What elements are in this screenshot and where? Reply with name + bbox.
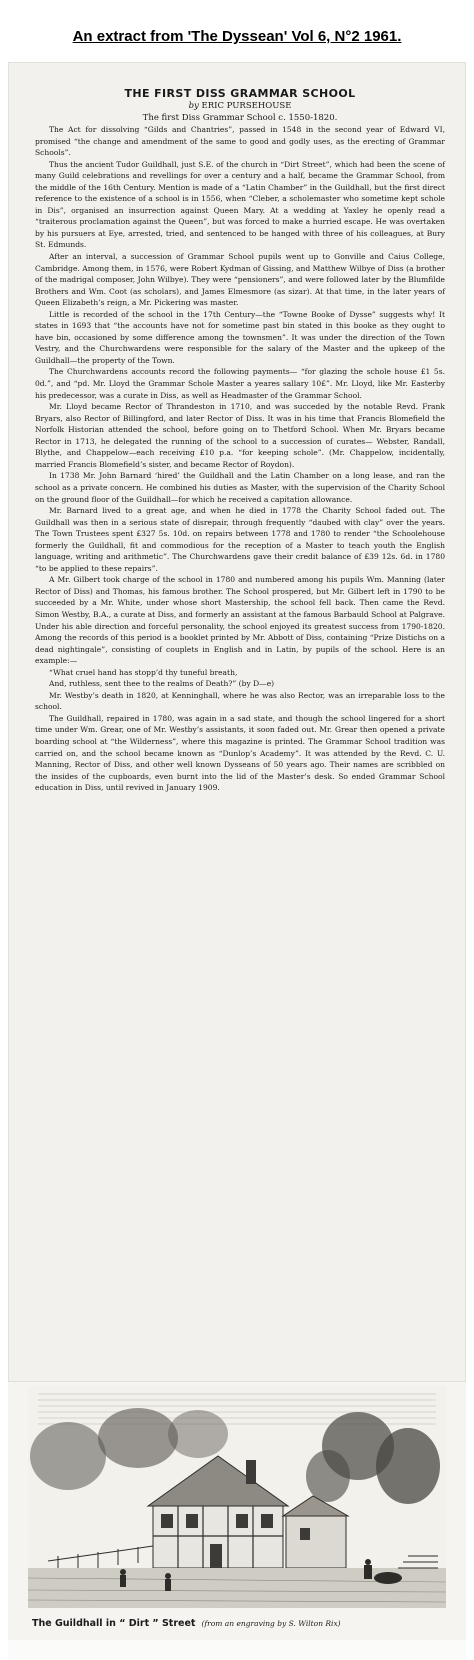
guildhall-engraving bbox=[28, 1386, 446, 1608]
page-bottom bbox=[8, 1640, 466, 1660]
paragraph: The Act for dissolving “Gilds and Chantries”, passed in 1548 in the second year of Edward VI, promised “the change and amendment of the same to good and godly uses, as the erecting of Grammar Schools”. bbox=[35, 125, 445, 158]
paragraph: The Guildhall, repaired in 1780, was again in a sad state, and though the school lingered for a short time under Wm. Grear, one of Mr. Westby’s assistants, it soon faded out. Mr. Grear then opened a private boarding school at “the Wilderness”, where this magazine is printed. The Grammar School tradition was carried on, and the school became known as “Dunlop’s Academy”. It was attended by the Revd. C. U. Manning, Rector of Diss, and other well known Dysseans of 50 years ago. Their names are scribbled on the insides of the cupboards, even burnt into the lid of the Master’s desk. So ended Grammar School education in Diss, until revived in January 1909. bbox=[35, 713, 445, 793]
paragraph: Thus the ancient Tudor Guildhall, just S.E. of the church in “Dirt Street”, which had been the scene of many Guild celebrations and revellings for over a century and a half, became the Grammar School, from the middle of the 16th Century. Mention is made of a “Latin Chamber” in the Guildhall, but the first direct reference to the existence of a school is in 1556, when “Cleber, a scholemaster who sometime kept schole in Dis”, organised an insurrection against Queen Mary. At a wedding at Yaxley he openly read a “traiterous proclamation against the Queen”, but was forced to make a hurried escape. He was overtaken by his pursuers at Eye, arrested, tried, and sentenced to be hanged with three of his colleagues, at Bury St. Edmunds. bbox=[35, 159, 445, 250]
article-scan bbox=[8, 62, 466, 1382]
verse-line: And, ruthless, sent thee to the realms of Death?” (by D—e) bbox=[49, 679, 275, 689]
article-byline bbox=[35, 101, 445, 113]
page-header: An extract from 'The Dyssean' Vol 6, N°2 1961. bbox=[72, 28, 402, 45]
article-body bbox=[35, 124, 445, 794]
caption-title: The Guildhall in “ Dirt ” Street bbox=[32, 1618, 196, 1629]
guildhall-figure bbox=[8, 1382, 466, 1640]
paragraph: In 1738 Mr. John Barnard ‘hired’ the Guildhall and the Latin Chamber on a long lease, and ran the school as a private concern. He combined his duties as Master, with the supervision of the Charity School on the ground floor of the Guildhall—for which he received a capitation allowance. bbox=[35, 471, 445, 504]
byline-by: by bbox=[188, 101, 199, 111]
paragraph: Mr. Westby’s death in 1820, at Kenninghall, where he was also Rector, was an irreparable loss to the school. bbox=[35, 690, 445, 712]
paragraph: A Mr. Gilbert took charge of the school in 1780 and numbered among his pupils Wm. Manning (later Rector of Diss) and Thomas, his famous brother. The School prospered, but Mr. Gilbert left in 1790 to be succeeded by a Mr. White, under whose short Mastership, the school fell back. Then came the Revd. Simon Westby, B.A., a curate at Diss, and formerly an assistant at the famous Barbauld School at Palgrave. Under his able direction and forceful personality, the school enjoyed its greatest success from 1790-1820. Among the records of this period is a booklet printed by Mr. Abbott of Diss, containing “Prize Distichs on a dead nightingale”, consisting of couplets in English and in Latin, by pupils of the school. Here is an example:— bbox=[35, 575, 445, 666]
figure-caption bbox=[32, 1618, 452, 1629]
article-subtitle: The first Diss Grammar School c. 1550-1820. bbox=[142, 112, 338, 123]
caption-credit: (from an engraving by S. Wilton Rix) bbox=[201, 1619, 341, 1628]
author-name: ERIC PURSEHOUSE bbox=[201, 101, 292, 111]
paragraph: Little is recorded of the school in the 17th Century—the “Towne Booke of Dysse” suggests why! It states in 1693 that “the accounts have not for sometime past bin stated in this booke as they ought to have bin, occasioned by some difference among the townsmen”. It was under the direction of the Town Vestry, and the Churchwardens were responsible for the salary of the Master and the upkeep of the Guildhall—the property of the Town. bbox=[35, 309, 445, 365]
article-title: THE FIRST DISS GRAMMAR SCHOOL bbox=[124, 87, 356, 100]
paragraph: After an interval, a succession of Grammar School pupils went up to Gonville and Caius College, Cambridge. Among them, in 1576, were Robert Kydman of Gissing, and Matthew Wilbye of Diss (a brother of the madrigal composer, John Wilbye). They were “pensioners”, and were followed later by the Blumfilde Brothers and Wm. Coot (as scholars), and James Elmesmore (as sizar). At that time, in the later years of Queen Elizabeth’s reign, a Mr. Pickering was master. bbox=[35, 252, 445, 308]
paragraph: Mr. Lloyd became Rector of Thrandeston in 1710, and was succeded by the notable Revd. Frank Bryars, also Rector of Billingford, and later Rector of Diss. It was in his time that Francis Blomefield the Norfolk Historian attended the school, before going on to Thetford School. When Mr. Bryars became Rector in 1713, he delegated the running of the school to a succession of curates— Webster, Randall, Blythe, and Chappelow—each receiving £10 p.a. “for keeping schole”. (Mr. Chappelow, incidentally, married Francis Blomefield’s sister, and became Rector of Roydon). bbox=[35, 402, 445, 469]
paragraph: Mr. Barnard lived to a great age, and when he died in 1778 the Charity School faded out. The Guildhall was then in a serious state of disrepair, through frequently “daubed with clay” over the years. The Town Trustees spent £327 5s. 10d. on repairs between 1778 and 1780 to render “the Schoolehouse formerly the Guildhall, fit and commodious for the reception of a Master to teach youth the English language, writing and arithmetic”. The Churchwardens gave their credit balance of £39 12s. 6d. in 1780 “to be applied to these repairs”. bbox=[35, 506, 445, 573]
paragraph: The Churchwardens accounts record the following payments— “for glazing the schole house £1 5s. 0d.”, and “pd. Mr. Lloyd the Grammar Schole Master a yeares sallary 10£”. Mr. Lloyd, like Mr. Easterby his predecessor, was a curate in Diss, as well as Headmaster of the Grammar School. bbox=[35, 367, 445, 400]
verse-line: “What cruel hand has stopp’d thy tuneful breath, bbox=[49, 667, 238, 677]
